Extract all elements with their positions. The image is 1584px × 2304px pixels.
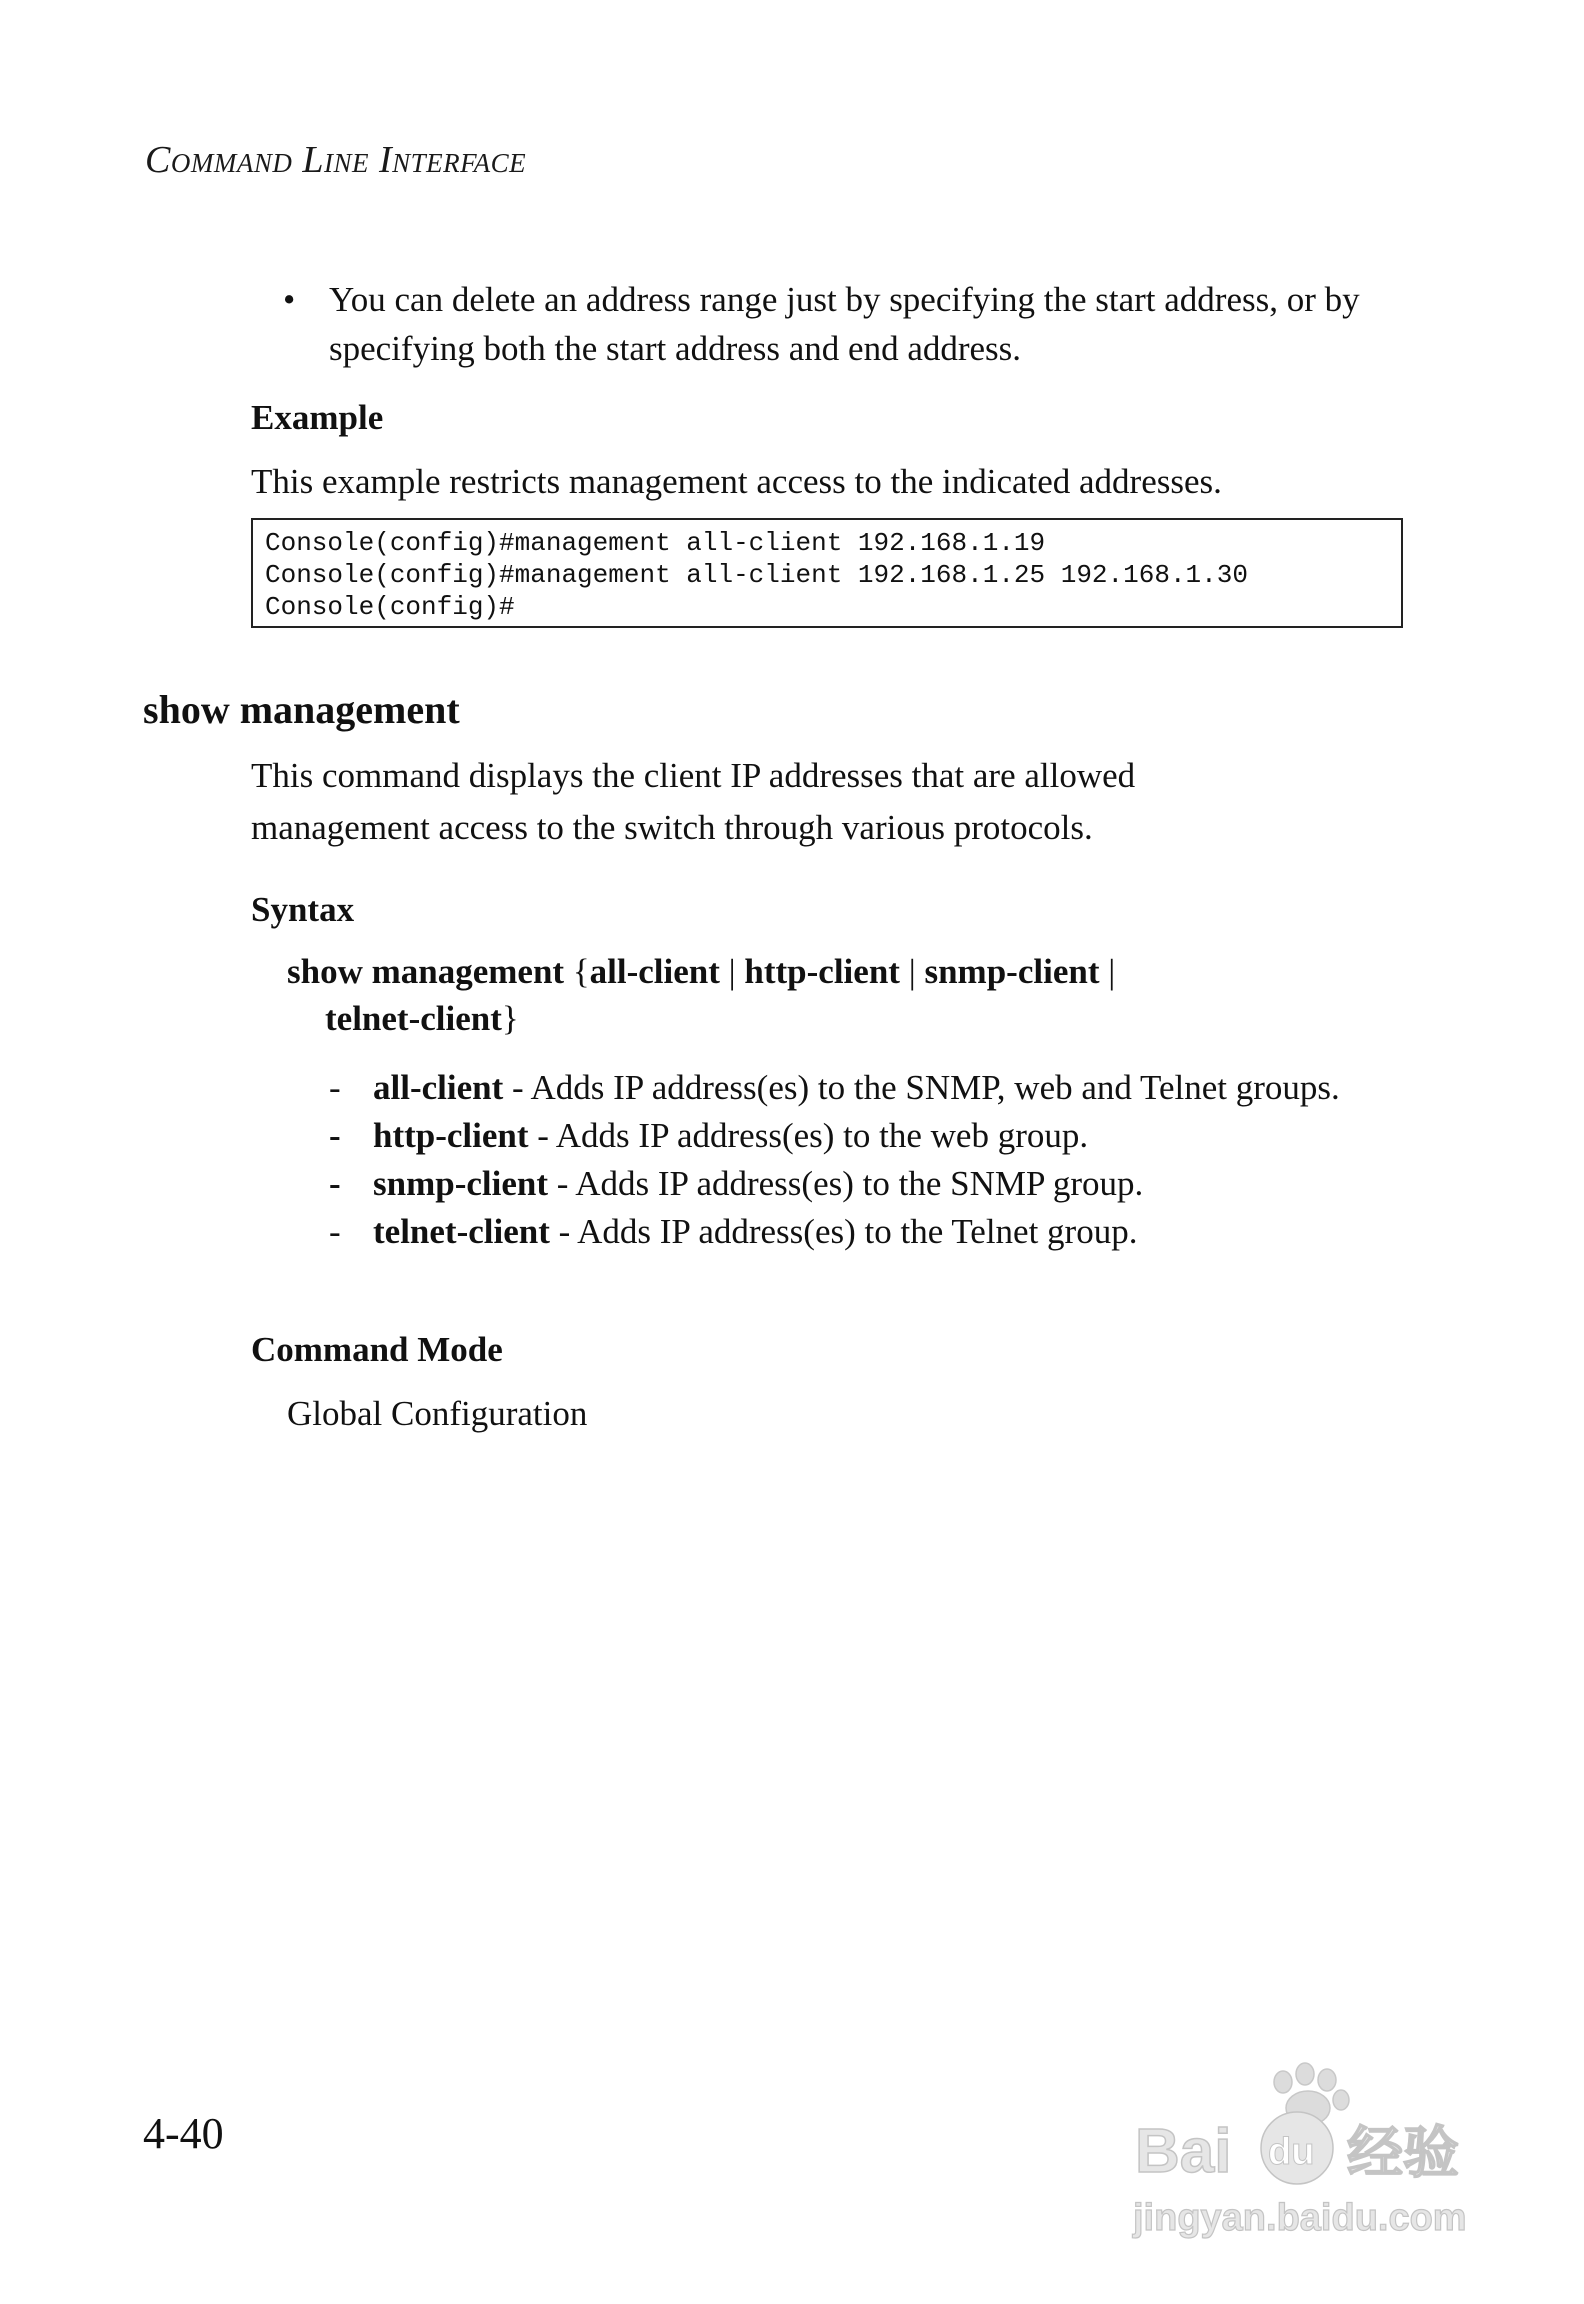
dash-marker: - [329,1164,341,1203]
syntax-option: all-client [589,952,720,991]
syntax-option: http-client [744,952,900,991]
bullet-text: You can delete an address range just by specifying the start address, or by specifying both the start address and end address. [329,280,1360,368]
syntax-brace-open: { [564,952,590,991]
option-keyword: http-client [373,1116,529,1155]
option-description: - Adds IP address(es) to the SNMP group. [548,1164,1144,1203]
syntax-heading: Syntax [251,890,355,929]
syntax-separator: | [1099,952,1116,991]
list-item [329,1208,1349,1256]
syntax-line-continued [287,995,1287,1042]
baidu-watermark [1115,2060,1485,2250]
syntax-option: snmp-client [924,952,1100,991]
syntax-options-list [329,1064,1349,1256]
list-item [329,1064,1349,1112]
example-description: This example restricts management access to the indicated addresses. [251,462,1222,501]
bullet-item [283,275,1413,373]
dash-marker: - [329,1212,341,1251]
option-description: - Adds IP address(es) to the web group. [528,1116,1089,1155]
command-description: This command displays the client IP addresses that are allowed management access to the switch through various protocols. [251,756,1136,847]
page-number: 4-40 [143,2109,224,2158]
bullet-glyph: • [283,280,296,319]
svg-text:经验: 经验 [1347,2121,1459,2186]
code-line: Console(config)# [265,592,515,622]
code-line: Console(config)#management all-client 192.168.1.19 [265,528,1046,558]
option-keyword: all-client [373,1068,504,1107]
option-keyword: telnet-client [373,1212,550,1251]
list-item [329,1112,1349,1160]
syntax-command: show management [287,952,565,991]
baidu-paw-icon [1115,2060,1485,2250]
svg-text:du: du [1268,2131,1315,2173]
svg-text:Bai: Bai [1135,2117,1232,2186]
code-line: Console(config)#management all-client 192.168.1.25 192.168.1.30 [265,560,1248,590]
option-keyword: snmp-client [373,1164,548,1203]
option-description: - Adds IP address(es) to the SNMP, web and Telnet groups. [503,1068,1340,1107]
command-mode-heading: Command Mode [251,1330,503,1369]
svg-text:jingyan.baidu.com: jingyan.baidu.com [1133,2197,1467,2239]
syntax-brace-close: } [501,999,519,1038]
dash-marker: - [329,1068,341,1107]
option-description: - Adds IP address(es) to the Telnet group. [549,1212,1138,1251]
code-example-box [251,518,1403,628]
command-mode-value: Global Configuration [287,1394,588,1433]
example-heading: Example [251,398,384,437]
syntax-separator: | [719,952,745,991]
running-header: Command Line Interface [145,139,527,181]
command-title: show management [143,687,460,732]
list-item [329,1160,1349,1208]
dash-marker: - [329,1116,341,1155]
syntax-line [287,948,1287,1042]
syntax-option: telnet-client [325,999,502,1038]
syntax-separator: | [899,952,925,991]
